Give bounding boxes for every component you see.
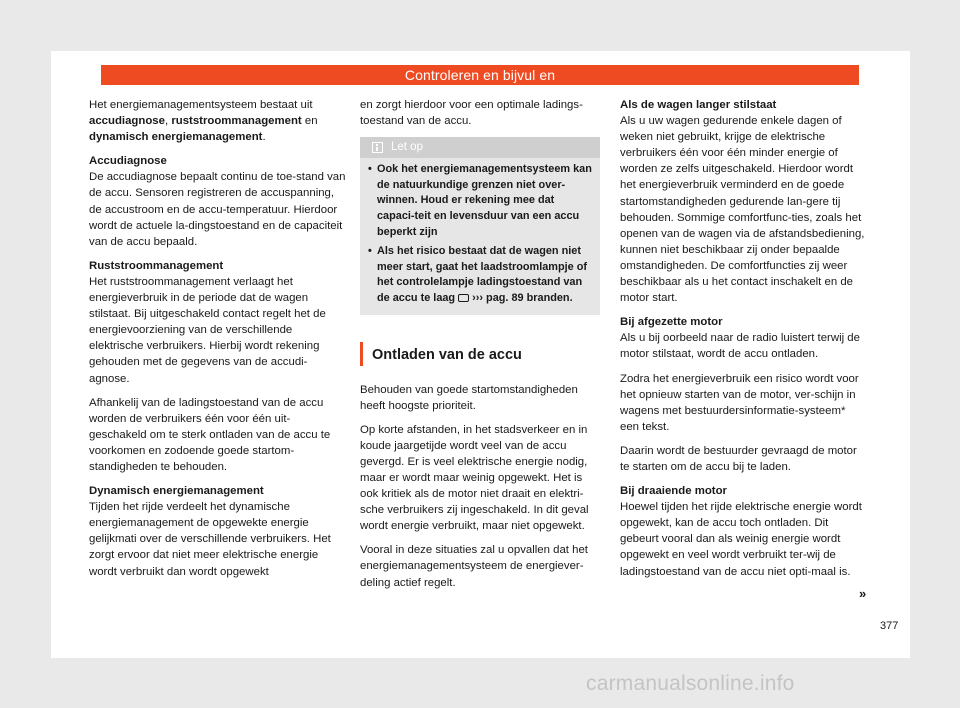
- paragraph: Vooral in deze situaties zal u opvallen dat het energiemanagementsysteem de energiever-deling actief regelt.: [360, 544, 588, 589]
- column-left: [89, 97, 347, 588]
- note-header: [360, 137, 600, 158]
- term-accudiagnose: accudiagnose: [89, 115, 165, 128]
- paragraph: De accudiagnose bepaalt continu de toe-stand van de accu. Sensoren registreren de accuspanning, de accustroom en de accu-temperatuur. Hierdoor wordt de actuele la-dingstoestand en de capaciteit van de accu bepaald.: [89, 171, 346, 248]
- heading-accudiagnose: Accudiagnose: [89, 155, 167, 168]
- paragraph: Als u bij oorbeeld naar de radio luistert terwij de motor stilstaat, wordt de accu ontladen.: [620, 332, 860, 361]
- term-dynamisch: dynamisch energiemanagement: [89, 131, 263, 144]
- page-number: 377: [880, 620, 899, 632]
- paragraph: Zodra het energieverbruik een risico wordt voor het opnieuw starten van de motor, ver-schijn in wagens met bestuurdersinformatie-systeem* een tekst.: [620, 372, 859, 433]
- caution-note: [360, 137, 600, 314]
- paragraph: Afhankelij van de ladingstoestand van de accu worden de verbruikers één voor één uit-geschakeld om te sterk ontladen van de accu te voorkomen en zodoende goede startom-standigheden te behouden.: [89, 396, 331, 473]
- heading-stilstaat: Als de wagen langer stilstaat: [620, 99, 777, 111]
- paragraph: Het ruststroommanagement verlaagt het energieverbruik in de periode dat de wagen stilstaat. Bij uitgeschakeld contact regelt het de energievoorziening van de verschillende elektrische verbruikers. Hierbij wordt rekening gehouden met de gegevens van de accudi-agnose.: [89, 275, 326, 385]
- paragraph: Op korte afstanden, in het stadsverkeer en in koude jaargetijde wordt veel van de accu gevergd. Er is veel elektrische energie nodig, maar er wordt maar weinig opgewekt. Het is ook kritiek als de motor niet draait en elektri-sche verbruikers zij ingeschakeld. In dit geval wordt energie verbruikt, maar niet opgewekt.: [360, 423, 589, 533]
- continue-mark: »: [859, 586, 867, 601]
- note-item: • Ook het energiemanagementsysteem kan de natuurkundige grenzen niet over-winnen. Houd er rekening mee dat capaci-teit en levensduur van een accu beperkt zijn: [360, 158, 600, 240]
- car-battery-icon: [458, 294, 469, 302]
- term-ruststroom: ruststroommanagement: [171, 115, 302, 128]
- column-right: [620, 97, 865, 588]
- paragraph: Behouden van goede startomstandigheden heeft hoogste prioriteit.: [360, 383, 578, 412]
- paragraph: Hoewel tijden het rijde elektrische energie wordt opgewekt, kan de accu toch ontladen. Dit gebeurt vooral dan als weinig energie wordt opgewekt en veel wordt verbruikt ter-wij de ladingstoestand van de accu niet opti-maal is.: [620, 501, 862, 578]
- info-icon: [372, 142, 383, 153]
- heading-dynamisch: Dynamisch energiemanagement: [89, 485, 264, 498]
- heading-ruststroom: Ruststroommanagement: [89, 259, 224, 272]
- intro-paragraph: Het energiemanagementsysteem bestaat uit accudiagnose, ruststroommanagement en dynamisch energiemanagement.: [89, 99, 318, 144]
- paragraph: Als u uw wagen gedurende enkele dagen of weken niet gebruikt, krijge de elektrische verbruikers één voor één minder energie of worden ze zelfs uitgeschakeld. Hierdoor wordt het energieverbruik verminderd en de goede startomstandigheden gedurende lan-gere tij behouden. Sommige comfortfunc-ties, zoals het openen van de wagen via de afstandsbediening, kunnen niet beschikbaar zij onder bepaalde omstandigheden. De comfortfuncties zij weer beschikbaar als u het contact inschakelt en de motor start.: [620, 115, 865, 305]
- note-title: Let op: [391, 141, 423, 154]
- page-reference[interactable]: ››› pag. 89: [472, 291, 524, 304]
- paragraph: Daarin wordt de bestuurder gevraagd de motor te starten om de accu bij te laden.: [620, 444, 857, 473]
- heading-draaiende-motor: Bij draaiende motor: [620, 485, 727, 498]
- heading-afgezette-motor: Bij afgezette motor: [620, 316, 723, 329]
- watermark: carmanualsonline.info: [586, 672, 795, 695]
- column-middle: [360, 97, 600, 599]
- bullet: •: [368, 245, 372, 258]
- section-title: Ontladen van de accu: [360, 342, 600, 366]
- paragraph: Tijden het rijde verdeelt het dynamische energiemanagement de opgewekte energie gelijkmati over de verschillende verbruikers. Het zorgt ervoor dat niet meer elektrische energie wordt verbruikt dan wordt opgewekt: [89, 501, 331, 578]
- page-header: Controleren en bijvul en: [101, 65, 859, 85]
- paragraph: en zorgt hierdoor voor een optimale ladings-toestand van de accu.: [360, 99, 583, 128]
- note-item: • Als het risico bestaat dat de wagen niet meer start, gaat het laadstroomlampje of het controlelampje ladingstoestand van de accu te laag ››› pag. 89 branden.: [360, 240, 600, 306]
- bullet: •: [368, 163, 372, 176]
